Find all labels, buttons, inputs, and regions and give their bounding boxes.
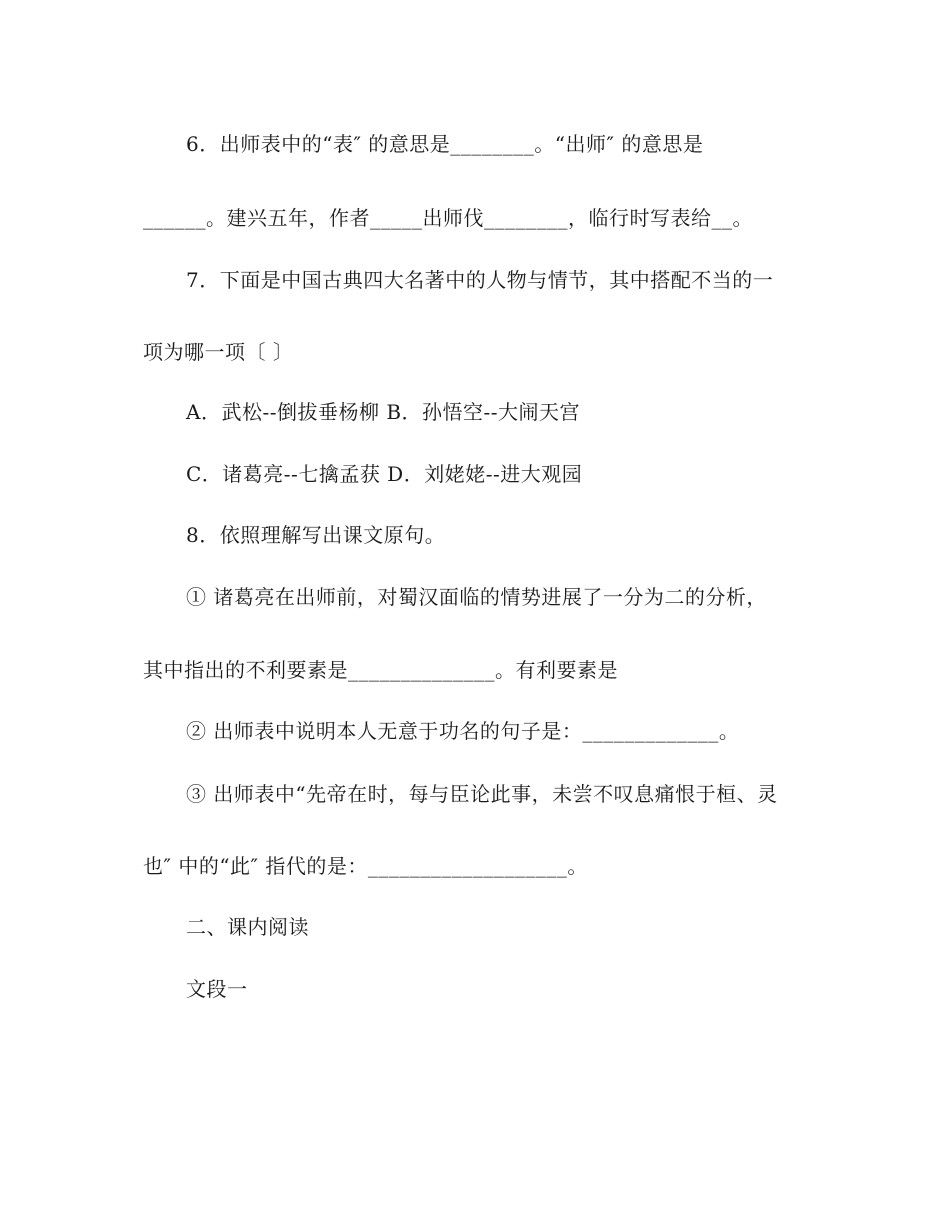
question-6-line-2: ______。建兴五年，作者_____出师伐________，临行时写表给__。 — [143, 206, 753, 230]
question-6-line-1: 6．出师表中的“表″ 的意思是________。“出师″ 的意思是 — [186, 132, 704, 156]
question-8-item-1-line-2: 其中指出的不利要素是______________。有利要素是 — [143, 658, 618, 682]
question-8-title: 8．依照理解写出课文原句。 — [186, 523, 446, 547]
question-8-item-3-line-2: 也″ 中的“此″ 指代的是：___________________。 — [143, 854, 588, 878]
question-7-line-1: 7．下面是中国古典四大名著中的人物与情节，其中搭配不当的一 — [186, 268, 774, 292]
question-8-item-3-line-1: ③ 出师表中“先帝在时，每与臣论此事，未尝不叹息痛恨于桓、灵 — [186, 782, 778, 806]
question-7-options-ab: A．武松--倒拔垂杨柳 B．孙悟空--大闹天宫 — [186, 400, 581, 424]
question-7-line-2: 项为哪一项〔 〕 — [143, 340, 294, 364]
question-8-item-1-line-1: ① 诸葛亮在出师前，对蜀汉面临的情势进展了一分为二的分析， — [186, 585, 767, 609]
passage-heading: 文段一 — [186, 977, 248, 1001]
section-heading-reading: 二、课内阅读 — [186, 915, 309, 939]
question-7-options-cd: C．诸葛亮--七擒孟获 D．刘姥姥--进大观园 — [186, 462, 583, 486]
question-8-item-2: ② 出师表中说明本人无意于功名的句子是：_____________。 — [186, 719, 740, 743]
